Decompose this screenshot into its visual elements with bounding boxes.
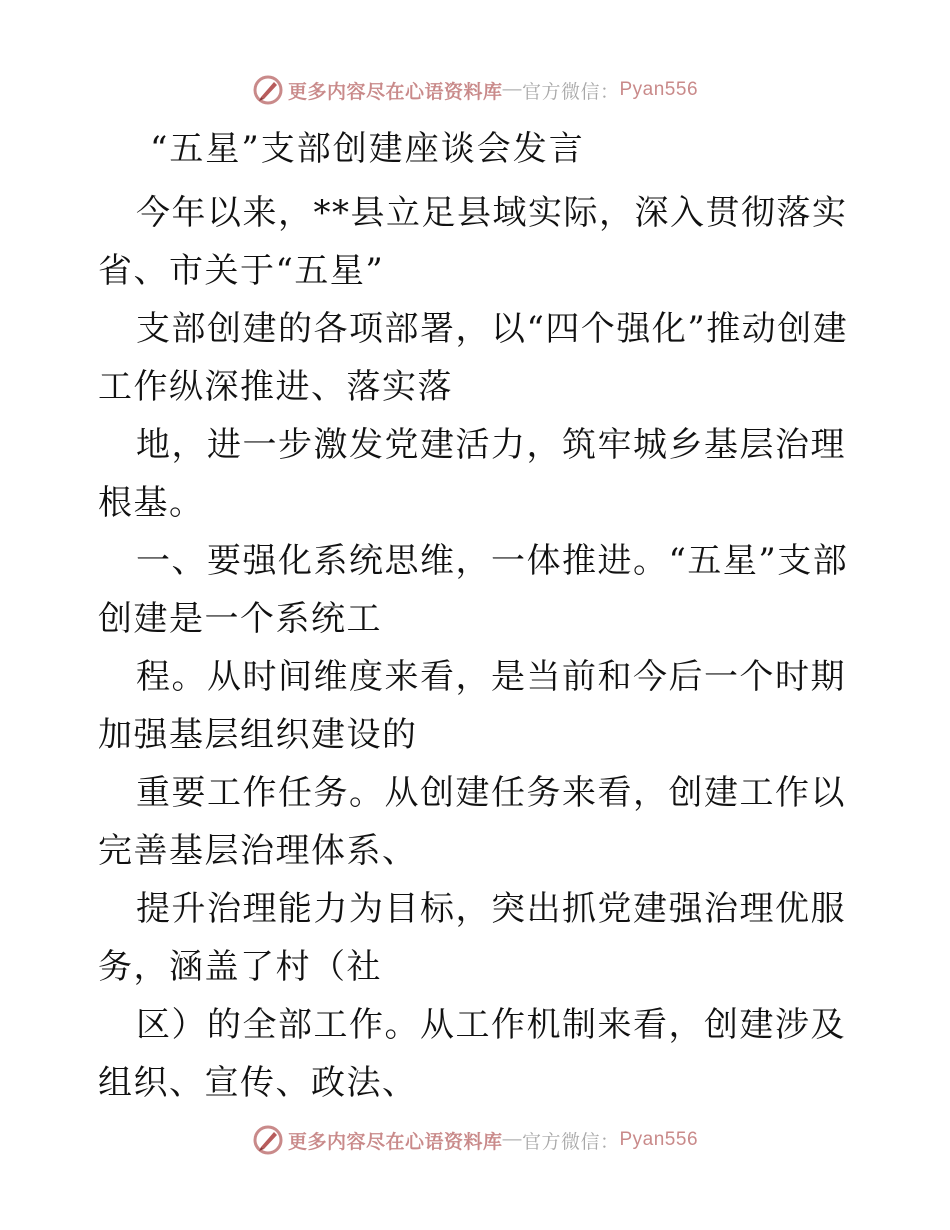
watermark-main-text: 更多内容尽在心语资料库	[287, 81, 503, 103]
watermark-dash: —	[502, 1129, 522, 1150]
paragraph: 地，进一步激发党建活力，筑牢城乡基层治理根基。	[98, 425, 846, 523]
watermark-wechat-id: Pyan556	[619, 1129, 699, 1150]
paragraph: 程。从时间维度来看，是当前和今后一个时期加强基层组织建设的	[98, 657, 846, 755]
paragraph: 重要工作任务。从创建任务来看，创建工作以完善基层治理体系、	[98, 773, 846, 871]
pen-logo-icon	[252, 74, 284, 106]
pen-logo-icon	[252, 1124, 284, 1156]
watermark-main-text: 更多内容尽在心语资料库	[287, 1131, 503, 1153]
watermark-suffix-text: 官方微信：	[521, 1131, 620, 1153]
paragraph: 支部创建的各项部署，以“四个强化”推动创建工作纵深推进、落实落	[98, 309, 849, 407]
watermark-wechat-id: Pyan556	[619, 79, 699, 100]
watermark-dash: —	[502, 79, 522, 100]
paragraph: 今年以来，**县立足县域实际，深入贯彻落实省、市关于“五星”	[98, 193, 848, 291]
watermark-suffix-text: 官方微信：	[521, 81, 620, 103]
paragraph: 一、要强化系统思维，一体推进。“五星”支部创建是一个系统工	[98, 541, 849, 639]
paragraph: 区）的全部工作。从工作机制来看，创建涉及组织、宣传、政法、	[98, 1005, 846, 1103]
document-body	[98, 120, 858, 1112]
document-title: “五星”支部创建座谈会发言	[150, 129, 585, 169]
watermark-header	[0, 70, 950, 110]
watermark-footer	[0, 1120, 950, 1160]
paragraph: 提升治理能力为目标，突出抓党建强治理优服务，涵盖了村（社	[98, 889, 846, 987]
